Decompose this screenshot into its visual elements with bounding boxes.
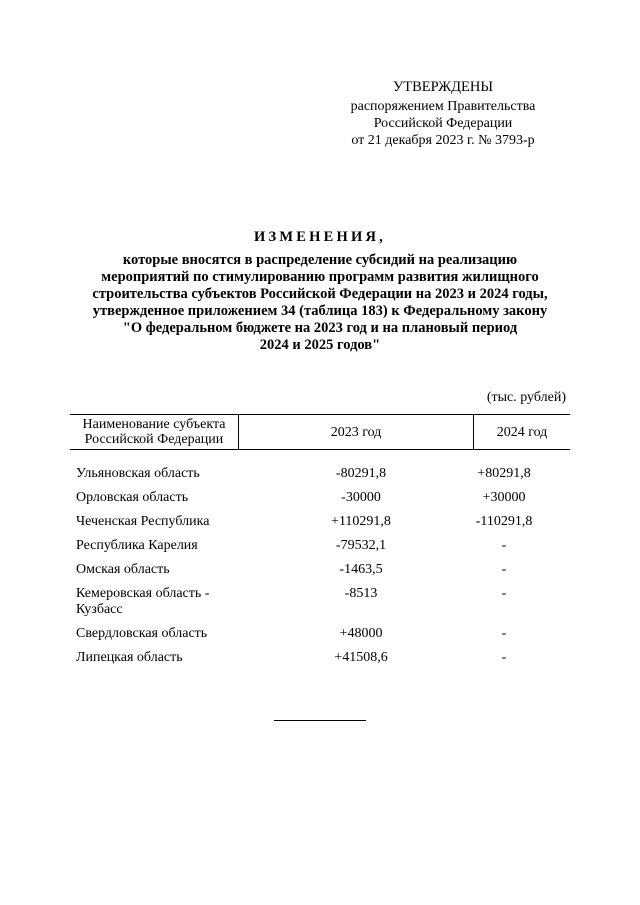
heading-line-5: "О федеральном бюджете на 2023 год и на плановый период	[122, 320, 518, 336]
table-row	[76, 586, 576, 626]
row-value-2023: -1463,5	[339, 562, 383, 577]
table-row	[76, 626, 576, 650]
approval-title: УТВЕРЖДЕНЫ	[392, 79, 494, 95]
heading-word: ИЗМЕНЕНИЯ,	[254, 229, 386, 245]
heading-line-1: которые вносятся в распределение субсидий на реализацию	[122, 252, 518, 268]
row-value-2023: +41508,6	[334, 650, 388, 665]
table-row	[76, 490, 576, 514]
row-name: Липецкая область	[76, 650, 183, 665]
row-name: Свердловская область	[76, 626, 208, 641]
row-name: Орловская область	[76, 490, 189, 505]
table-header	[70, 414, 570, 450]
units-label: (тыс. рублей)	[486, 390, 566, 405]
header-name	[70, 415, 238, 449]
heading-line-2: мероприятий по стимулированию программ развития жилищного	[101, 269, 539, 285]
row-name: Омская область	[76, 562, 170, 577]
row-name-line-1: Кемеровская область -	[76, 586, 210, 601]
row-value-2023: -79532,1	[335, 538, 387, 553]
heading-line-3: строительства субъектов Российской Федерации на 2023 и 2024 годы,	[92, 286, 548, 302]
table-row	[76, 562, 576, 586]
table-body	[76, 466, 576, 674]
row-value-2024: -	[501, 650, 507, 665]
end-divider	[274, 720, 366, 721]
row-value-2023: -8513	[344, 586, 378, 601]
row-value-2024: -	[501, 586, 507, 601]
approval-line-3: от 21 декабря 2023 г. № 3793-р	[351, 133, 535, 148]
table-row	[76, 650, 576, 674]
document-heading	[60, 229, 580, 354]
row-name	[76, 586, 236, 618]
approval-block	[330, 79, 556, 149]
header-2024: 2024 год	[496, 424, 548, 440]
row-value-2023: +48000	[339, 626, 383, 641]
row-name: Республика Карелия	[76, 538, 198, 553]
table-row	[76, 514, 576, 538]
row-value-2024: +80291,8	[477, 466, 531, 481]
row-value-2024: -	[501, 538, 507, 553]
header-name-line-1: Наименование субъекта	[82, 417, 226, 432]
row-value-2023: -30000	[341, 490, 381, 505]
table-row	[76, 538, 576, 562]
row-value-2023: -80291,8	[335, 466, 387, 481]
row-value-2024: -	[501, 626, 507, 641]
row-value-2024: -110291,8	[475, 514, 533, 529]
approval-line-2: Российской Федерации	[373, 116, 513, 131]
header-2023: 2023 год	[238, 415, 474, 449]
row-name: Ульяновская область	[76, 466, 200, 481]
approval-line-1: распоряжением Правительства	[350, 99, 536, 114]
row-value-2023: +110291,8	[331, 514, 391, 529]
row-name-line-2: Кузбасс	[76, 602, 123, 617]
row-value-2024: -	[501, 562, 507, 577]
row-name: Чеченская Республика	[76, 514, 210, 529]
header-name-line-2: Российской Федерации	[84, 432, 224, 447]
heading-line-6: 2024 и 2025 годов"	[259, 337, 381, 353]
row-value-2024: +30000	[482, 490, 526, 505]
table-row	[76, 466, 576, 490]
heading-line-4: утвержденное приложением 34 (таблица 183) к Федеральному закону	[92, 303, 548, 319]
